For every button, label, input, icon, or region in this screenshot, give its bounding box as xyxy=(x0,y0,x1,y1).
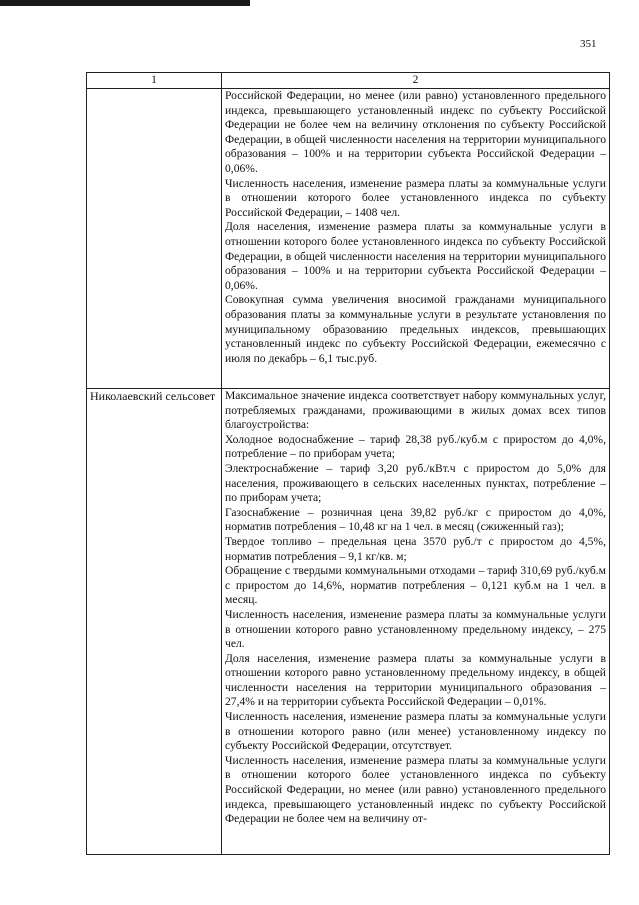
municipality-name-cell xyxy=(87,89,222,389)
paragraph: Твердое топливо – предельная цена 3570 руб./т с приростом до 4,5%, норматив потребления – 9,1 кг/кв. м; xyxy=(225,534,606,563)
paragraph: Газоснабжение – розничная цена 39,82 руб./кг с приростом до 4,0%, норматив потребления – 10,48 кг на 1 чел. в месяц (сжиженный газ); xyxy=(225,505,606,534)
paragraph: Холодное водоснабжение – тариф 28,38 руб./куб.м с приростом до 4,0%, потребление – по приборам учета; xyxy=(225,432,606,461)
scan-edge-mark xyxy=(0,0,250,6)
paragraph: Российской Федерации, но менее (или равно) установленного предельного индекса, превышающего установленный индекс по субъекту Российской Федерации не более чем на величину отклонения по субъекту Российской Федерации, в общей численности населения на территории муниципального образования – 100% и на территории субъекта Российской Федерации – 0,06%. xyxy=(225,89,606,175)
description-cell xyxy=(222,389,610,855)
document-table xyxy=(86,72,610,855)
paragraph: Численность населения, изменение размера платы за коммунальные услуги в отношении которого равно (или менее) установленному индексу по субъекту Российской Федерации, отсутствует. xyxy=(225,710,606,753)
page-number: 351 xyxy=(580,38,597,50)
paragraph: Максимальное значение индекса соответствует набору коммунальных услуг, потребляемых гражданами, проживающими в жилых домах всех типов благоустройства: xyxy=(225,389,606,432)
paragraph: Обращение с твердыми коммунальными отходами – тариф 310,69 руб./куб.м с приростом до 14,6%, норматив потребления – 0,121 куб.м на 1 чел. в месяц. xyxy=(225,564,606,607)
paragraph: Численность населения, изменение размера платы за коммунальные услуги в отношении которого более установленного индекса по субъекту Российской Федерации, но менее (или равно) установленного предельного индекса, превышающего установленный индекс по субъекту Российской Федерации не более чем на величину от- xyxy=(225,753,606,826)
table-header-row xyxy=(87,73,610,89)
table-row xyxy=(87,89,610,389)
paragraph: Численность населения, изменение размера платы за коммунальные услуги в отношении которого более установленного индекса по субъекту Российской Федерации, – 1408 чел. xyxy=(225,176,606,219)
municipality-name-cell: Николаевский сельсовет xyxy=(87,389,222,855)
paragraph: Доля населения, изменение размера платы за коммунальные услуги в отношении которого равно установленному предельному индексу, в общей численности населения на территории муниципального образования – 27,4% и на территории субъекта Российской Федерации – 0,01%. xyxy=(225,651,606,709)
paragraph: Доля населения, изменение размера платы за коммунальные услуги в отношении которого более установленного индекса по субъекту Российской Федерации, в общей численности населения на территории муниципального образования – 100% и на территории субъекта Российской Федерации – 0,06%. xyxy=(225,220,606,292)
paragraph: Электроснабжение – тариф 3,20 руб./кВт.ч с приростом до 5,0% для населения, проживающего в сельских населенных пунктах, потребление – по приборам учета; xyxy=(225,461,606,505)
column-header-2: 2 xyxy=(222,73,610,89)
description-cell xyxy=(222,89,610,389)
column-header-1: 1 xyxy=(87,73,222,89)
paragraph: Численность населения, изменение размера платы за коммунальные услуги в отношении которого равно установленному предельному индексу, – 275 чел. xyxy=(225,607,606,651)
table-row xyxy=(87,389,610,855)
paragraph: Совокупная сумма увеличения вносимой гражданами муниципального образования платы за коммунальные услуги в результате установления по муниципальному образованию предельных индексов, превышающих установленный индекс по субъекту Российской Федерации, ежемесячно с июля по декабрь – 6,1 тыс.руб. xyxy=(225,293,606,365)
